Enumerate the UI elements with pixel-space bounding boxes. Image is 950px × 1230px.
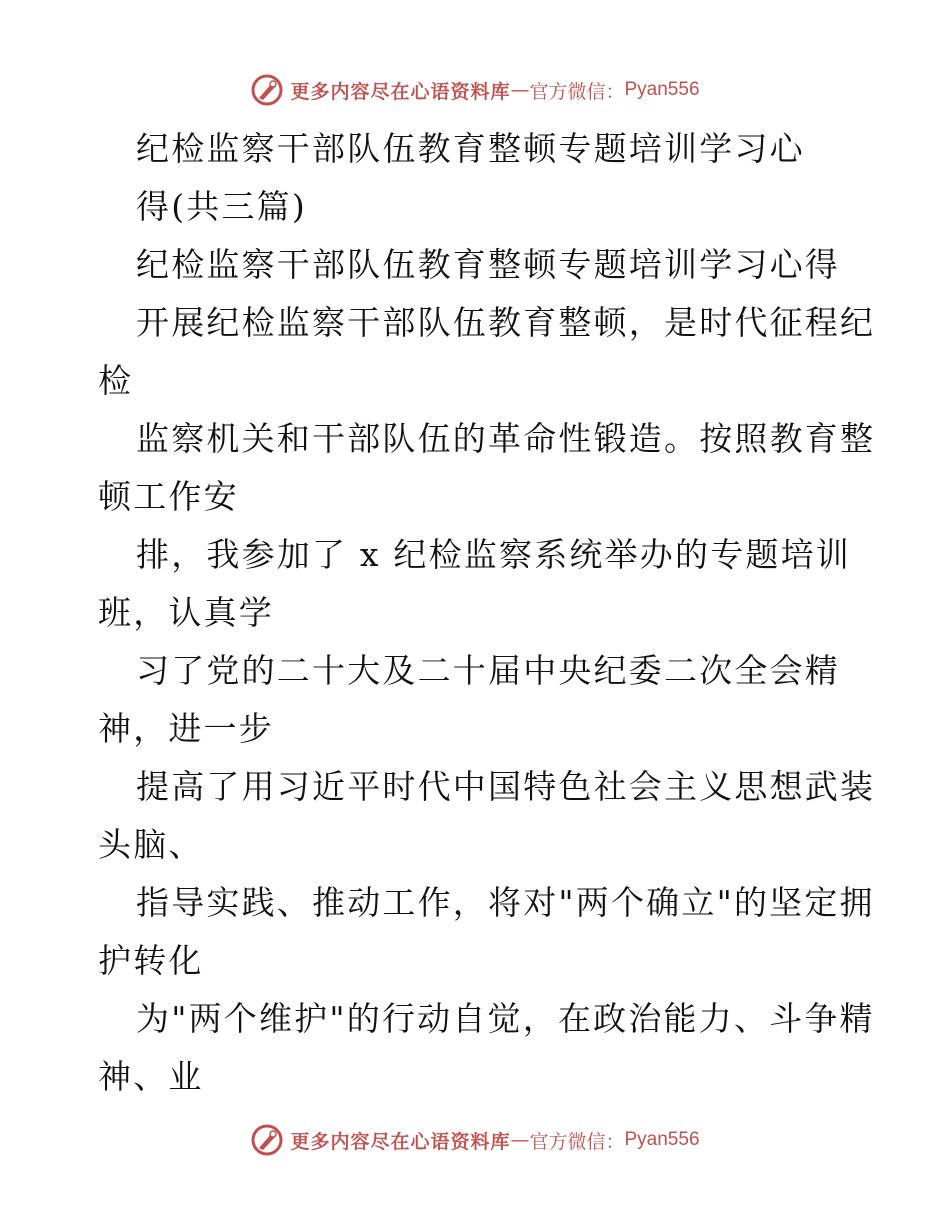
watermark-separator: — bbox=[510, 79, 530, 101]
text-line: 开展纪检监察干部队伍教育整顿，是时代征程纪 bbox=[136, 303, 876, 342]
text-line: 得(共三篇) bbox=[136, 187, 307, 226]
text-line: 顿工作安 bbox=[98, 477, 239, 516]
text-line: 护转化 bbox=[98, 941, 204, 980]
footer-watermark bbox=[0, 1120, 950, 1160]
watermark-separator: — bbox=[510, 1129, 530, 1151]
text-line: 检 bbox=[98, 361, 134, 400]
text-line: 提高了用习近平时代中国特色社会主义思想武装 bbox=[136, 767, 876, 806]
text-line: 监察机关和干部队伍的革命性锻造。按照教育整 bbox=[136, 419, 876, 458]
header-watermark bbox=[0, 70, 950, 110]
watermark-wechat-label: 官方微信： bbox=[529, 80, 625, 103]
text-line: 纪检监察干部队伍教育整顿专题培训学习心 bbox=[136, 129, 805, 168]
text-line: 指导实践、推动工作，将对"两个确立"的坚定拥 bbox=[136, 883, 875, 922]
logo-icon bbox=[250, 73, 284, 107]
text-line: 排，我参加了 x 纪检监察系统举办的专题培训 bbox=[136, 535, 851, 574]
watermark-wechat-label: 官方微信： bbox=[529, 1130, 625, 1153]
logo-icon bbox=[250, 1123, 284, 1157]
text-line: 头脑、 bbox=[98, 825, 204, 864]
text-line: 为"两个维护"的行动自觉，在政治能力、斗争精 bbox=[136, 999, 875, 1038]
text-line: 神，进一步 bbox=[98, 709, 274, 748]
watermark-title: 更多内容尽在心语资料库 bbox=[290, 80, 511, 103]
text-line: 班，认真学 bbox=[98, 593, 274, 632]
watermark-wechat-id: Pyan556 bbox=[624, 79, 700, 100]
text-line: 纪检监察干部队伍教育整顿专题培训学习心得 bbox=[136, 245, 840, 284]
text-line: 习了党的二十大及二十届中央纪委二次全会精 bbox=[136, 651, 840, 690]
watermark-wechat-id: Pyan556 bbox=[624, 1129, 700, 1150]
text-line: 神、业 bbox=[98, 1057, 204, 1096]
watermark-title: 更多内容尽在心语资料库 bbox=[290, 1130, 511, 1153]
document-body bbox=[98, 120, 876, 1106]
